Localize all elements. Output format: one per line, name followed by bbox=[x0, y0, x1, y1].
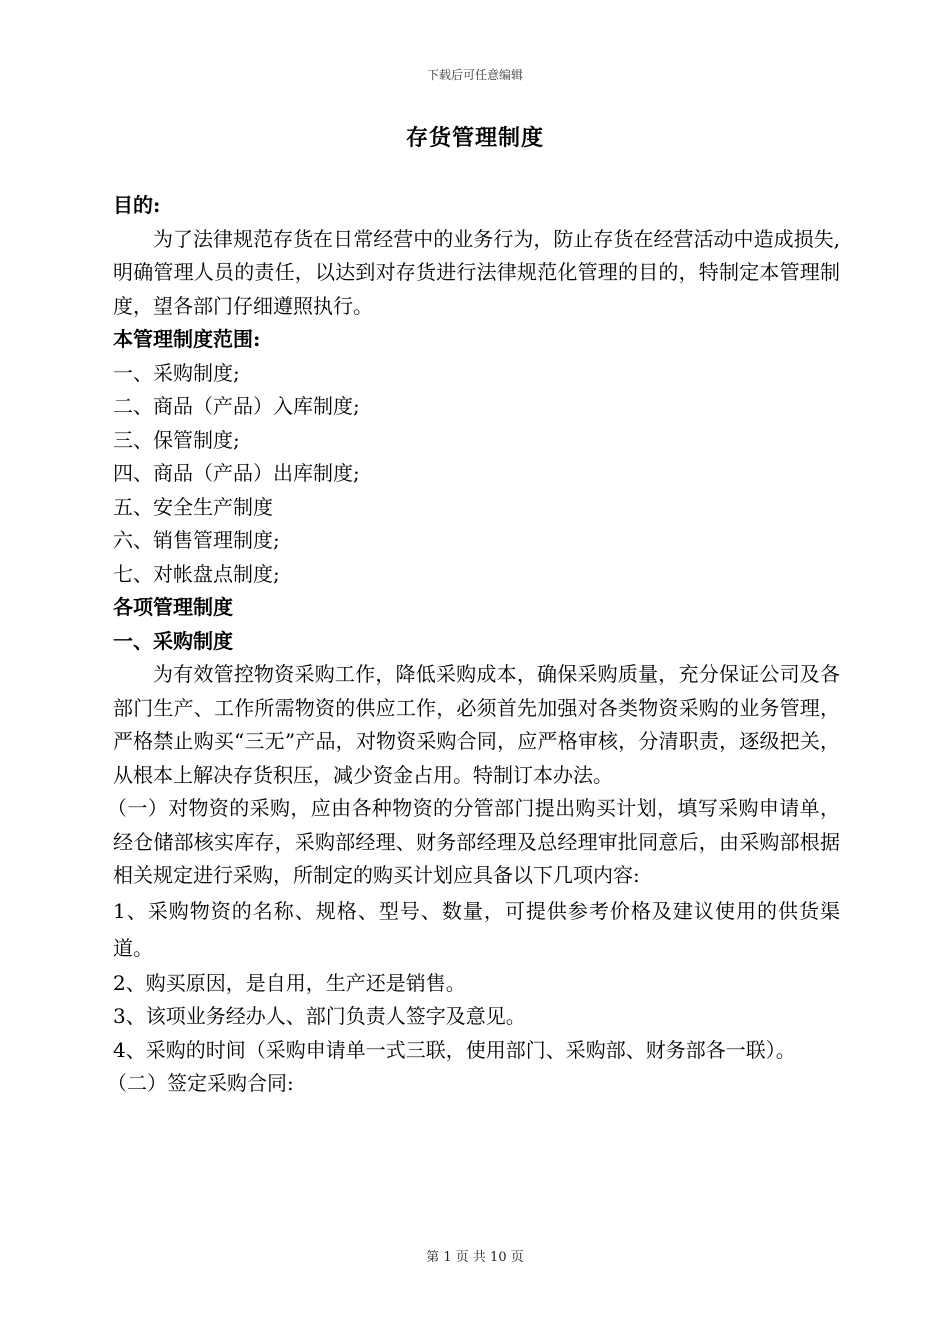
scope-item: 一、采购制度; bbox=[113, 360, 240, 385]
document-title: 存货管理制度 bbox=[405, 125, 544, 151]
page-footer: 第 1 页 共 10 页 bbox=[426, 1250, 524, 1265]
rules-heading: 各项管理制度 bbox=[113, 595, 233, 619]
clause-one: （一）对物资的采购，应由各种物资的分管部门提出购买计划，填写采购申请单，经仓储部核实库存，采购部经理、财务部经理及总经理审批同意后，由采购部根据相关规定进行采购，所制定的购买计划应具备以下几项内容: bbox=[107, 796, 840, 887]
purpose-heading: 目的: bbox=[113, 193, 161, 217]
scope-item: 七、对帐盘点制度; bbox=[113, 561, 280, 586]
scope-item: 二、商品（产品）入库制度; bbox=[113, 394, 360, 418]
header-note: 下载后可任意编辑 bbox=[426, 68, 523, 82]
clause-item: 1、采购物资的名称、规格、型号、数量，可提供参考价格及建议使用的供货渠道。 bbox=[113, 898, 840, 960]
clause-item: 2、购买原因，是自用，生产还是销售。 bbox=[113, 970, 466, 995]
document-body bbox=[107, 189, 840, 1101]
purpose-text: 为了法律规范存货在日常经营中的业务行为，防止存货在经营活动中造成损失,明确管理人员的责任，以达到对存货进行法律规范化管理的目的，特制定本管理制度，望各部门仔细遵照执行。 bbox=[113, 226, 840, 318]
scope-heading: 本管理制度范围: bbox=[113, 327, 261, 351]
scope-item: 六、销售管理制度; bbox=[113, 528, 280, 552]
clause-item: 4、采购的时间（采购申请单一式三联，使用部门、采购部、财务部各一联）。 bbox=[113, 1037, 796, 1062]
scope-item: 三、保管制度; bbox=[113, 427, 240, 452]
clause-item: 3、该项业务经办人、部门负责人签字及意见。 bbox=[113, 1004, 526, 1028]
clause-two: （二）签定采购合同: bbox=[107, 1071, 294, 1095]
scope-item: 四、商品（产品）出库制度; bbox=[113, 461, 360, 485]
section-heading-procurement: 一、采购制度 bbox=[113, 628, 233, 653]
scope-item: 五、安全生产制度 bbox=[113, 494, 273, 519]
procurement-intro: 为有效管控物资采购工作，降低采购成本，确保采购质量，充分保证公司及各部门生产、工作所需物资的供应工作，必须首先加强对各类物资采购的业务管理，严格禁止购买“三无”产品，对物资采购合同，应严格审核，分清职责，逐级把关，从根本上解决存货积压，减少资金占用。特制订本办法。 bbox=[113, 662, 840, 787]
